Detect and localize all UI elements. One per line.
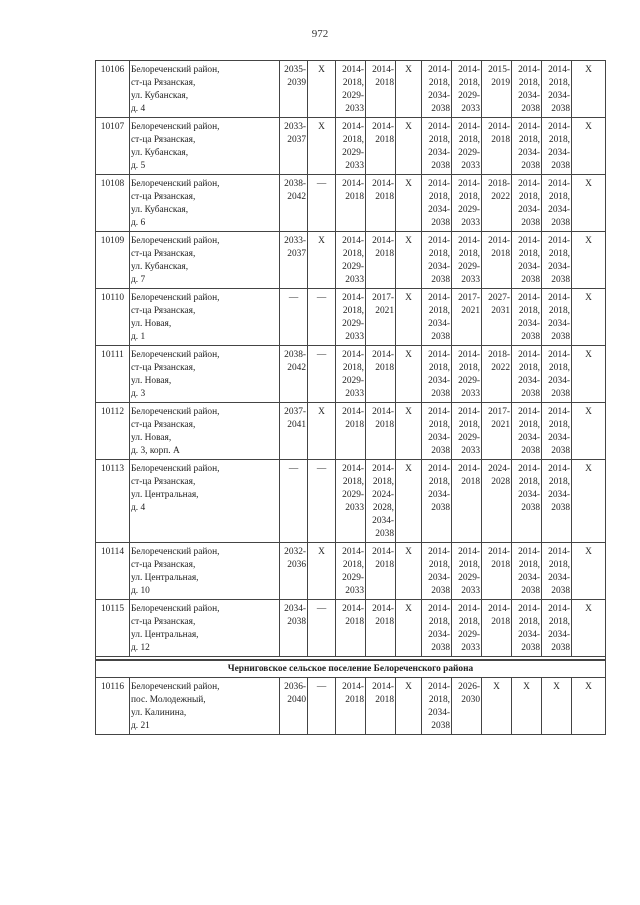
period-cell: 2014- 2018 <box>336 175 366 232</box>
row-id: 10106 <box>96 61 130 118</box>
period-cell: X <box>396 61 422 118</box>
row-id: 10110 <box>96 289 130 346</box>
period-cell: X <box>572 678 606 735</box>
period-cell: 2017- 2021 <box>452 289 482 346</box>
period-cell: 2014- 2018 <box>366 600 396 657</box>
period-cell: 2014- 2018, 2034- 2038 <box>542 460 572 543</box>
period-cell: 2014- 2018, 2034- 2038 <box>422 600 452 657</box>
period-cell: 2014- 2018, 2034- 2038 <box>542 61 572 118</box>
row-id: 10115 <box>96 600 130 657</box>
period-cell: 2014- 2018 <box>482 543 512 600</box>
period-cell: X <box>572 600 606 657</box>
period-cell: 2014- 2018, 2034- 2038 <box>422 346 452 403</box>
period-cell: 2037- 2041 <box>280 403 308 460</box>
period-cell: 2014- 2018, 2029- 2033 <box>452 403 482 460</box>
period-cell: 2014- 2018, 2029- 2033 <box>452 61 482 118</box>
period-cell: X <box>396 346 422 403</box>
period-cell: 2014- 2018, 2029- 2033 <box>452 118 482 175</box>
period-cell: 2014- 2018, 2029- 2033 <box>336 232 366 289</box>
period-cell: 2015- 2019 <box>482 61 512 118</box>
period-cell: 2014- 2018, 2034- 2038 <box>512 175 542 232</box>
period-cell: 2014- 2018 <box>366 543 396 600</box>
period-cell: X <box>396 678 422 735</box>
period-cell: 2014- 2018 <box>366 61 396 118</box>
period-cell: X <box>572 403 606 460</box>
period-cell: — <box>308 289 336 346</box>
period-cell: X <box>572 232 606 289</box>
section-title: Черниговское сельское поселение Белореченского района <box>96 660 606 678</box>
period-cell: X <box>542 678 572 735</box>
period-cell: 2014- 2018, 2034- 2038 <box>512 600 542 657</box>
row-id: 10111 <box>96 346 130 403</box>
period-cell: X <box>396 175 422 232</box>
period-cell: 2014- 2018, 2034- 2038 <box>422 678 452 735</box>
period-cell: 2014- 2018, 2029- 2033 <box>336 346 366 403</box>
address-cell: Белореченский район, ст-ца Рязанская, ул. Кубанская, д. 7 <box>130 232 280 289</box>
section-heading-row <box>96 660 606 678</box>
period-cell: 2014- 2018, 2034- 2038 <box>422 232 452 289</box>
period-cell: X <box>512 678 542 735</box>
period-cell: 2027- 2031 <box>482 289 512 346</box>
period-cell: 2018- 2022 <box>482 346 512 403</box>
period-cell: 2014- 2018 <box>452 460 482 543</box>
row-id: 10113 <box>96 460 130 543</box>
period-cell: X <box>482 678 512 735</box>
period-cell: X <box>572 289 606 346</box>
address-cell: Белореченский район, ст-ца Рязанская, ул. Новая, д. 1 <box>130 289 280 346</box>
period-cell: 2014- 2018, 2029- 2033 <box>336 61 366 118</box>
period-cell: 2014- 2018, 2034- 2038 <box>512 543 542 600</box>
table-row <box>96 118 606 175</box>
period-cell: 2014- 2018 <box>482 600 512 657</box>
period-cell: 2014- 2018, 2034- 2038 <box>422 118 452 175</box>
period-cell: X <box>396 543 422 600</box>
address-cell: Белореченский район, ст-ца Рязанская, ул. Новая, д. 3 <box>130 346 280 403</box>
row-id: 10108 <box>96 175 130 232</box>
period-cell: X <box>308 543 336 600</box>
period-cell: 2033- 2037 <box>280 118 308 175</box>
period-cell: 2014- 2018, 2034- 2038 <box>422 175 452 232</box>
address-cell: Белореченский район, ст-ца Рязанская, ул. Центральная, д. 12 <box>130 600 280 657</box>
period-cell: 2014- 2018, 2034- 2038 <box>512 289 542 346</box>
period-cell: — <box>280 460 308 543</box>
period-cell: X <box>396 289 422 346</box>
table-row <box>96 403 606 460</box>
row-id: 10107 <box>96 118 130 175</box>
table-row <box>96 600 606 657</box>
period-cell: X <box>396 460 422 543</box>
period-cell: X <box>396 118 422 175</box>
table-row <box>96 543 606 600</box>
period-cell: X <box>572 346 606 403</box>
period-cell: 2014- 2018, 2029- 2033 <box>336 543 366 600</box>
period-cell: X <box>572 543 606 600</box>
table-row <box>96 678 606 735</box>
period-cell: 2014- 2018, 2034- 2038 <box>422 460 452 543</box>
period-cell: 2038- 2042 <box>280 346 308 403</box>
period-cell: X <box>396 232 422 289</box>
period-cell: 2014- 2018, 2034- 2038 <box>512 346 542 403</box>
period-cell: 2014- 2018 <box>336 678 366 735</box>
period-cell: 2035- 2039 <box>280 61 308 118</box>
table-row <box>96 61 606 118</box>
period-cell: 2014- 2018, 2034- 2038 <box>422 403 452 460</box>
period-cell: 2017- 2021 <box>482 403 512 460</box>
period-cell: X <box>396 600 422 657</box>
period-cell: 2014- 2018, 2029- 2033 <box>452 543 482 600</box>
period-cell: 2018- 2022 <box>482 175 512 232</box>
period-cell: 2014- 2018 <box>366 232 396 289</box>
period-cell: — <box>308 600 336 657</box>
period-cell: 2014- 2018, 2034- 2038 <box>542 232 572 289</box>
address-cell: Белореченский район, ст-ца Рязанская, ул. Центральная, д. 4 <box>130 460 280 543</box>
period-cell: 2014- 2018 <box>482 232 512 289</box>
period-cell: — <box>308 346 336 403</box>
period-cell: 2014- 2018, 2034- 2038 <box>512 118 542 175</box>
period-cell: 2014- 2018, 2034- 2038 <box>512 61 542 118</box>
table-row <box>96 460 606 543</box>
period-cell: 2017- 2021 <box>366 289 396 346</box>
address-cell: Белореченский район, ст-ца Рязанская, ул. Кубанская, д. 4 <box>130 61 280 118</box>
address-cell: Белореченский район, ст-ца Рязанская, ул. Кубанская, д. 5 <box>130 118 280 175</box>
period-cell: 2014- 2018, 2029- 2033 <box>336 460 366 543</box>
address-cell: Белореченский район, ст-ца Рязанская, ул. Центральная, д. 10 <box>130 543 280 600</box>
period-cell: 2014- 2018, 2034- 2038 <box>422 289 452 346</box>
page-number: 972 <box>311 28 329 40</box>
repair-schedule-table <box>95 60 606 735</box>
row-id: 10112 <box>96 403 130 460</box>
period-cell: 2014- 2018, 2034- 2038 <box>512 232 542 289</box>
period-cell: X <box>308 232 336 289</box>
period-cell: 2032- 2036 <box>280 543 308 600</box>
row-id: 10116 <box>96 678 130 735</box>
period-cell: X <box>308 118 336 175</box>
period-cell: 2014- 2018 <box>336 403 366 460</box>
period-cell: X <box>396 403 422 460</box>
table-row <box>96 232 606 289</box>
period-cell: 2014- 2018, 2034- 2038 <box>422 543 452 600</box>
period-cell: 2026- 2030 <box>452 678 482 735</box>
period-cell: — <box>280 289 308 346</box>
period-cell: 2014- 2018, 2029- 2033 <box>452 232 482 289</box>
period-cell: 2036- 2040 <box>280 678 308 735</box>
period-cell: 2014- 2018, 2029- 2033 <box>452 346 482 403</box>
period-cell: 2014- 2018, 2034- 2038 <box>542 600 572 657</box>
period-cell: 2014- 2018, 2034- 2038 <box>542 403 572 460</box>
period-cell: X <box>572 61 606 118</box>
period-cell: X <box>308 61 336 118</box>
period-cell: 2014- 2018, 2029- 2033 <box>336 118 366 175</box>
address-cell: Белореченский район, ст-ца Рязанская, ул. Кубанская, д. 6 <box>130 175 280 232</box>
period-cell: 2014- 2018 <box>366 678 396 735</box>
period-cell: 2014- 2018, 2034- 2038 <box>542 118 572 175</box>
period-cell: 2014- 2018, 2034- 2038 <box>512 460 542 543</box>
period-cell: 2034- 2038 <box>280 600 308 657</box>
period-cell: 2014- 2018 <box>366 118 396 175</box>
period-cell: 2014- 2018, 2034- 2038 <box>422 61 452 118</box>
row-id: 10114 <box>96 543 130 600</box>
row-id: 10109 <box>96 232 130 289</box>
period-cell: 2014- 2018 <box>366 175 396 232</box>
table-row <box>96 346 606 403</box>
period-cell: 2014- 2018 <box>336 600 366 657</box>
address-cell: Белореченский район, ст-ца Рязанская, ул. Новая, д. 3, корп. А <box>130 403 280 460</box>
address-cell: Белореченский район, пос. Молодежный, ул. Калинина, д. 21 <box>130 678 280 735</box>
period-cell: 2014- 2018, 2029- 2033 <box>452 600 482 657</box>
period-cell: 2014- 2018, 2034- 2038 <box>512 403 542 460</box>
period-cell: — <box>308 460 336 543</box>
period-cell: — <box>308 175 336 232</box>
table-row <box>96 289 606 346</box>
period-cell: 2014- 2018, 2024- 2028, 2034- 2038 <box>366 460 396 543</box>
period-cell: 2014- 2018 <box>366 403 396 460</box>
period-cell: 2014- 2018, 2034- 2038 <box>542 289 572 346</box>
table-row <box>96 175 606 232</box>
period-cell: 2033- 2037 <box>280 232 308 289</box>
period-cell: 2014- 2018 <box>482 118 512 175</box>
period-cell: X <box>572 175 606 232</box>
period-cell: 2014- 2018, 2029- 2033 <box>336 289 366 346</box>
period-cell: 2014- 2018, 2034- 2038 <box>542 346 572 403</box>
period-cell: 2024- 2028 <box>482 460 512 543</box>
period-cell: X <box>308 403 336 460</box>
period-cell: 2014- 2018, 2029- 2033 <box>452 175 482 232</box>
period-cell: 2014- 2018, 2034- 2038 <box>542 543 572 600</box>
period-cell: — <box>308 678 336 735</box>
period-cell: X <box>572 118 606 175</box>
period-cell: 2038- 2042 <box>280 175 308 232</box>
period-cell: 2014- 2018, 2034- 2038 <box>542 175 572 232</box>
period-cell: X <box>572 460 606 543</box>
period-cell: 2014- 2018 <box>366 346 396 403</box>
